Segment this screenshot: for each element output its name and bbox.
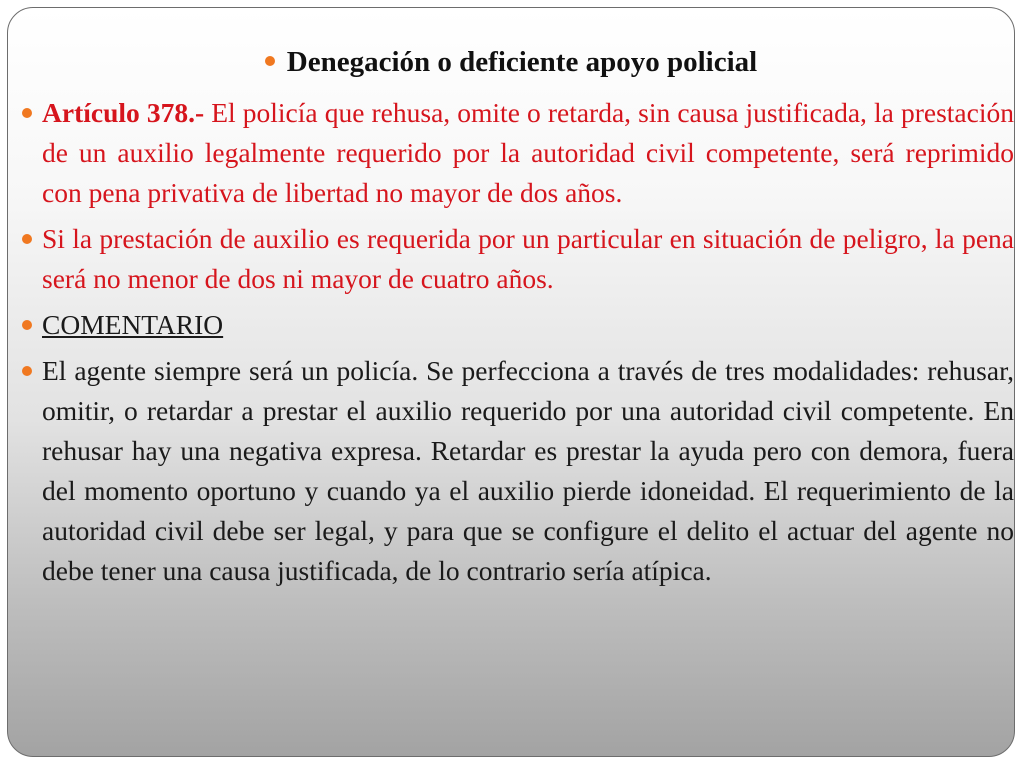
bullet-icon	[22, 366, 32, 376]
bullet-icon	[22, 108, 32, 118]
bullet-icon	[22, 234, 32, 244]
comment-text: El agente siempre será un policía. Se perfecciona a través de tres modalidades: rehusar, omitir, o retardar a prestar el auxilio requerido por una autoridad civil competente. En rehusar hay una negativa expresa. Retardar es prestar la ayuda pero con demora, fuera del momento oportuno y cuando ya el auxilio pierde idoneidad. El requerimiento de la autoridad civil debe ser legal, y para que se configure el delito el actuar del agente no debe tener una causa justificada, de lo contrario sería atípica.	[42, 355, 1014, 586]
article-text: El policía que rehusa, omite o retarda, sin causa justificada, la prestación de un auxilio legalmente requerido por la autoridad civil competente, será reprimido con pena privativa de libertad no mayor de dos años.	[42, 97, 1014, 208]
aggravated-penalty-text: Si la prestación de auxilio es requerida por un particular en situación de peligro, la pena será no menor de dos ni mayor de cuatro años.	[42, 223, 1014, 294]
comment-bullet	[42, 351, 1014, 591]
comment-heading: COMENTARIO	[42, 309, 224, 340]
slide-title-row	[8, 46, 1014, 79]
comment-heading-bullet	[42, 305, 1014, 345]
slide-frame	[7, 7, 1015, 757]
aggravated-penalty-bullet	[42, 219, 1014, 299]
bullet-icon	[265, 56, 275, 66]
slide-content	[42, 93, 1014, 597]
bullet-icon	[22, 320, 32, 330]
slide-title: Denegación o deficiente apoyo policial	[286, 46, 758, 78]
article-number: Artículo 378.-	[42, 97, 205, 128]
article-bullet	[42, 93, 1014, 213]
